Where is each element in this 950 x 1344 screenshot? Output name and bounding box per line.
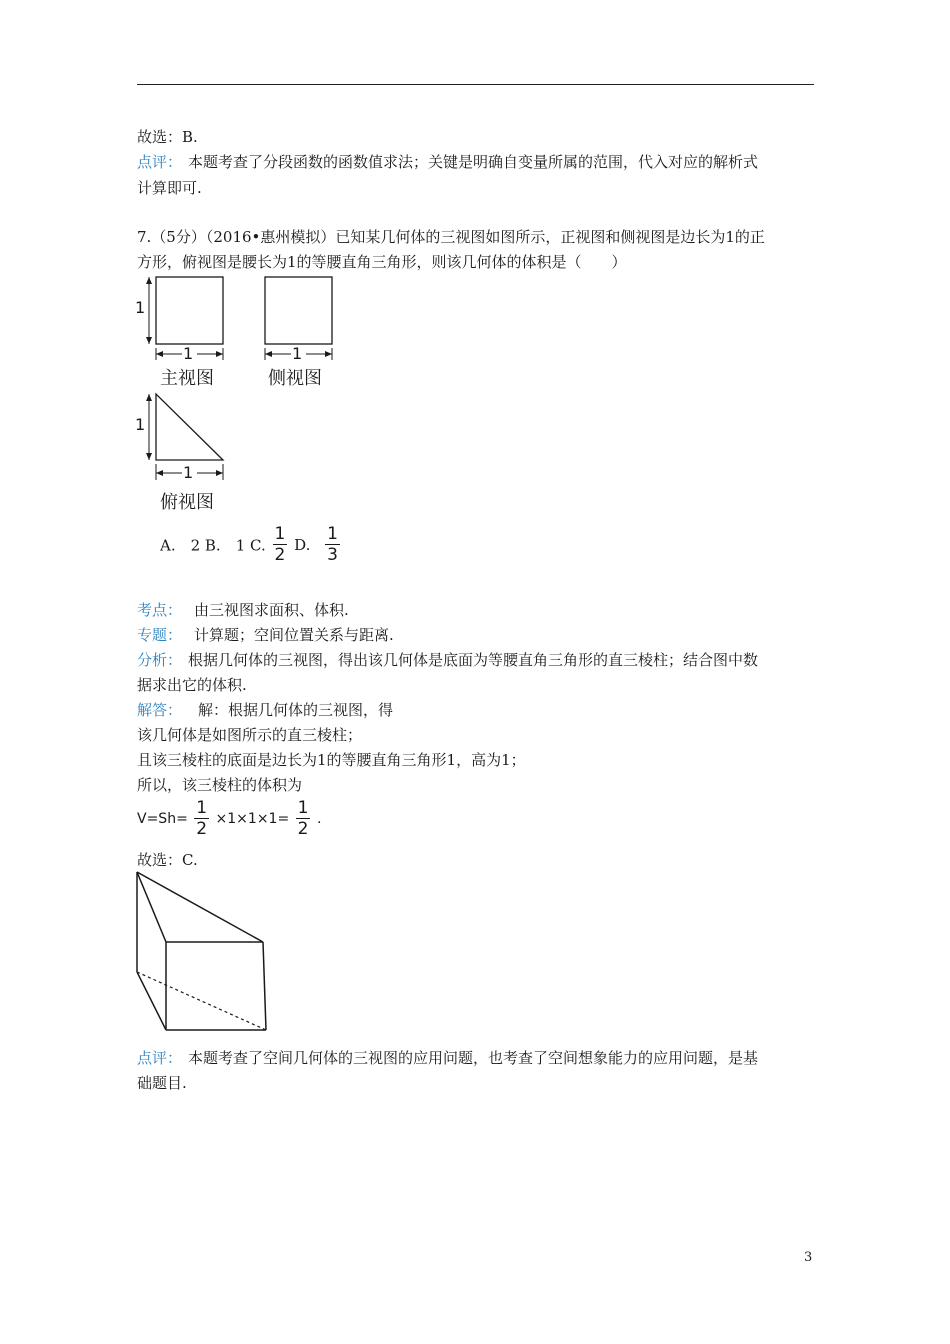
front-view-square	[156, 277, 223, 344]
fenxi-text-1: 根据几何体的三视图，得出该几何体是底面为等腰直角三角形的直三棱柱；结合图中数	[188, 651, 759, 669]
formula-fraction-1	[194, 800, 209, 838]
formula-middle: ×1×1×1=	[215, 811, 290, 827]
option-d-denominator: 3	[327, 545, 338, 565]
three-view-figure	[130, 270, 350, 515]
jieda-text-1: 解：根据几何体的三视图，得	[198, 701, 394, 719]
formula-numerator-1: 1	[196, 798, 208, 818]
zhuanti-text: 计算题；空间位置关系与距离.	[194, 626, 394, 644]
review2-label: 点评：	[137, 1049, 183, 1067]
side-view-square	[265, 277, 332, 344]
page-number: 3	[804, 1250, 813, 1265]
jieda-row	[137, 700, 393, 720]
review2-text-1: 本题考查了空间几何体的三视图的应用问题，也考查了空间想象能力的应用问题，是基	[188, 1049, 759, 1067]
formula-prefix: V=Sh=	[137, 811, 188, 827]
option-d-fraction	[325, 526, 340, 564]
kaodian-row	[137, 600, 349, 620]
final-answer: 故选：C.	[137, 851, 198, 869]
front-height-dim: 1	[135, 298, 146, 317]
front-width-dim: 1	[183, 344, 194, 363]
solution-line-2: 该几何体是如图所示的直三棱柱；	[137, 726, 363, 744]
prism-figure	[130, 868, 275, 1036]
top-width-dim: 1	[183, 463, 194, 482]
review2-text-2: 础题目.	[137, 1074, 187, 1092]
option-c-fraction	[273, 526, 288, 564]
question-line-1: 7.（5分）（2016•惠州模拟）已知某几何体的三视图如图所示，正视图和侧视图是边长为1的正	[137, 228, 765, 246]
top-view-triangle	[156, 394, 223, 460]
review-label: 点评：	[137, 153, 183, 171]
solution-line-3: 且该三棱柱的底面是边长为1的等腰直角三角形1，高为1；	[137, 751, 526, 769]
volume-formula	[137, 800, 321, 838]
review-block-2	[137, 1048, 758, 1068]
option-d-label: D.	[294, 536, 311, 554]
review-text-1: 本题考查了分段函数的函数值求法；关键是明确自变量所属的范围，代入对应的解析式	[188, 153, 759, 171]
side-view-label: 侧视图	[268, 368, 322, 389]
fenxi-row	[137, 650, 758, 670]
option-c-denominator: 2	[274, 545, 286, 565]
answer-options	[160, 526, 342, 564]
review-text-2: 计算即可.	[137, 179, 202, 197]
kaodian-label: 考点：	[137, 601, 183, 619]
question-line-2: 方形，俯视图是腰长为1的等腰直角三角形，则该几何体的体积是（ ）	[137, 253, 627, 271]
zhuanti-row	[137, 625, 394, 645]
front-view-label: 主视图	[160, 368, 214, 389]
fenxi-text-2: 据求出它的体积.	[137, 676, 247, 694]
formula-numerator-2: 1	[297, 798, 309, 818]
options-a-b-c: A. 2 B. 1 C.	[160, 536, 266, 555]
option-d-numerator: 1	[327, 524, 338, 544]
review-block-1	[137, 152, 758, 172]
fenxi-label: 分析：	[137, 651, 183, 669]
top-height-dim: 1	[135, 415, 146, 434]
kaodian-text: 由三视图求面积、体积.	[194, 601, 349, 619]
previous-answer: 故选：B.	[137, 128, 198, 146]
formula-fraction-2	[296, 800, 311, 838]
zhuanti-label: 专题：	[137, 626, 183, 644]
option-c-numerator: 1	[274, 524, 286, 544]
solution-line-4: 所以，该三棱柱的体积为	[137, 776, 303, 794]
formula-denominator-1: 2	[196, 819, 208, 839]
header-rule	[137, 84, 814, 85]
top-view-label: 俯视图	[160, 492, 214, 513]
formula-denominator-2: 2	[297, 819, 309, 839]
jieda-label: 解答：	[137, 701, 183, 719]
formula-end: .	[316, 811, 322, 827]
side-width-dim: 1	[292, 344, 303, 363]
